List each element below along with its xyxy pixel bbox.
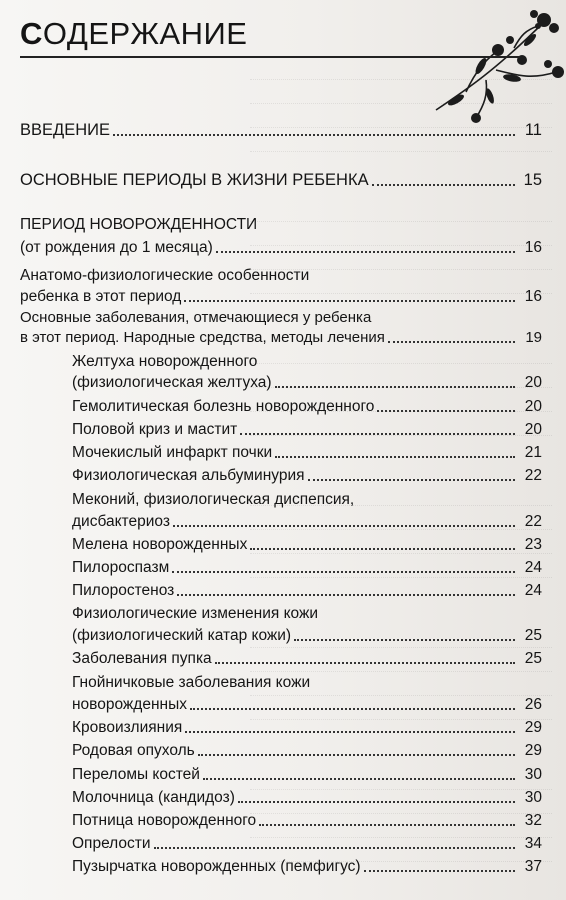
toc-entry-diseases[interactable] bbox=[20, 328, 542, 347]
toc-entry-melena[interactable] bbox=[72, 535, 542, 554]
toc-entry-prickly-heat[interactable] bbox=[72, 811, 542, 830]
toc-leader-dots bbox=[240, 433, 515, 435]
toc-entry-skin-changes[interactable] bbox=[72, 626, 542, 645]
toc-entry-hemorrhages[interactable] bbox=[72, 718, 542, 737]
toc-entry-text: Физиологическая альбуминурия bbox=[72, 467, 305, 484]
toc-entry-albuminuria[interactable] bbox=[72, 466, 542, 485]
toc-leader-dots bbox=[177, 594, 515, 596]
toc-page-number: 30 bbox=[524, 789, 542, 806]
toc-entry-text: (от рождения до 1 месяца) bbox=[20, 239, 213, 256]
toc-page-number: 16 bbox=[524, 288, 542, 305]
toc-leader-dots bbox=[184, 300, 515, 302]
toc-leader-dots bbox=[372, 184, 515, 186]
toc-entry-navel-diseases[interactable] bbox=[72, 649, 542, 668]
toc-entry-text: дисбактериоз bbox=[72, 513, 170, 530]
toc-leader-dots bbox=[198, 754, 515, 756]
toc-entry-text: Гемолитическая болезнь новорожденного bbox=[72, 398, 375, 415]
flower-ornament-icon bbox=[426, 0, 566, 140]
toc-entry-text: (физиологический катар кожи) bbox=[72, 627, 292, 644]
toc-entry-main-periods[interactable] bbox=[20, 171, 542, 190]
toc-page-number: 34 bbox=[524, 835, 542, 852]
toc-entry-text: Пилороспазм bbox=[72, 559, 170, 576]
toc-entry-birth-tumor[interactable] bbox=[72, 741, 542, 760]
toc-entry-text: в этот период. Народные средства, методы лечения bbox=[20, 329, 385, 346]
toc-entry-text: Заболевания пупка bbox=[72, 650, 212, 667]
toc-page-number: 29 bbox=[524, 742, 542, 759]
toc-entry-neonatal-heading: ПЕРИОД НОВОРОЖДЕННОСТИ bbox=[20, 216, 258, 233]
toc-page-number: 19 bbox=[525, 329, 542, 346]
toc-entry-anatomy-line1: Анатомо-физиологические особенности bbox=[20, 267, 310, 284]
title-initial: С bbox=[20, 16, 43, 51]
toc-leader-dots bbox=[294, 639, 515, 641]
toc-entry-anatomy[interactable] bbox=[20, 287, 542, 306]
toc-entry-jaundice-line1: Желтуха новорожденного bbox=[72, 353, 258, 370]
toc-entry-introduction[interactable] bbox=[20, 121, 542, 140]
toc-leader-dots bbox=[388, 341, 515, 343]
toc-leader-dots bbox=[173, 525, 515, 527]
toc-leader-dots bbox=[190, 708, 515, 710]
title-underline bbox=[20, 56, 520, 58]
toc-entry-meconium-line1: Меконий, физиологическая диспепсия, bbox=[72, 491, 355, 508]
toc-entry-text: Молочница (кандидоз) bbox=[72, 789, 235, 806]
toc-leader-dots bbox=[308, 479, 516, 481]
toc-entry-text: Мелена новорожденных bbox=[72, 536, 248, 553]
toc-entry-uric-infarct[interactable] bbox=[72, 443, 542, 462]
toc-entry-text: Опрелости bbox=[72, 835, 151, 852]
toc-entry-pylorostenosis[interactable] bbox=[72, 581, 542, 600]
toc-entry-text: Кровоизлияния bbox=[72, 719, 183, 736]
toc-page-number: 20 bbox=[524, 374, 542, 391]
toc-entry-text: Переломы костей bbox=[72, 766, 200, 783]
toc-page-number: 30 bbox=[524, 766, 542, 783]
toc-page-number: 25 bbox=[524, 650, 542, 667]
toc-page-number: 24 bbox=[524, 559, 542, 576]
toc-page-number: 26 bbox=[524, 696, 542, 713]
toc-leader-dots bbox=[377, 410, 515, 412]
toc-entry-diaper-rash[interactable] bbox=[72, 834, 542, 853]
toc-entry-pylorospasm[interactable] bbox=[72, 558, 542, 577]
toc-entry-text: Мочекислый инфаркт почки bbox=[72, 444, 273, 461]
toc-entry-fractures[interactable] bbox=[72, 765, 542, 784]
toc-leader-dots bbox=[172, 571, 515, 573]
toc-page-number: 24 bbox=[524, 582, 542, 599]
toc-page-number: 37 bbox=[524, 858, 542, 875]
toc-leader-dots bbox=[238, 801, 515, 803]
toc-page-number: 15 bbox=[523, 171, 542, 189]
toc-entry-neonatal-period[interactable] bbox=[20, 238, 542, 257]
toc-page-number: 20 bbox=[524, 398, 542, 415]
toc-entry-text: Родовая опухоль bbox=[72, 742, 195, 759]
toc-leader-dots bbox=[203, 778, 515, 780]
toc-entry-text: Пузырчатка новорожденных (пемфигус) bbox=[72, 858, 361, 875]
toc-entry-diseases-line1: Основные заболевания, отмечающиеся у ребенка bbox=[20, 309, 372, 326]
toc-leader-dots bbox=[154, 847, 515, 849]
toc-page-number: 20 bbox=[524, 421, 542, 438]
toc-page-number: 25 bbox=[524, 627, 542, 644]
toc-leader-dots bbox=[275, 386, 515, 388]
toc-entry-text: ВВЕДЕНИЕ bbox=[20, 121, 110, 139]
toc-entry-text: Половой криз и мастит bbox=[72, 421, 238, 438]
toc-entry-thrush[interactable] bbox=[72, 788, 542, 807]
toc-entry-hemolytic[interactable] bbox=[72, 397, 542, 416]
toc-leader-dots bbox=[275, 456, 515, 458]
toc-leader-dots bbox=[215, 662, 515, 664]
toc-entry-text: Потница новорожденного bbox=[72, 812, 257, 829]
toc-entry-text: ОСНОВНЫЕ ПЕРИОДЫ В ЖИЗНИ РЕБЕНКА bbox=[20, 171, 369, 189]
toc-leader-dots bbox=[250, 548, 515, 550]
toc-leader-dots bbox=[216, 251, 515, 253]
toc-entry-text: новорожденных bbox=[72, 696, 187, 713]
toc-entry-meconium[interactable] bbox=[72, 512, 542, 531]
toc-leader-dots bbox=[113, 134, 515, 136]
toc-page-number: 16 bbox=[524, 239, 542, 256]
toc-leader-dots bbox=[364, 870, 515, 872]
toc-leader-dots bbox=[185, 731, 515, 733]
toc-leader-dots bbox=[259, 824, 515, 826]
toc-entry-text: Пилоростеноз bbox=[72, 582, 175, 599]
toc-entry-sexual-crisis[interactable] bbox=[72, 420, 542, 439]
toc-page-number: 32 bbox=[524, 812, 542, 829]
toc-page-number: 22 bbox=[524, 513, 542, 530]
toc-entry-pustular-line1: Гнойничковые заболевания кожи bbox=[72, 674, 311, 691]
toc-page-number: 11 bbox=[524, 121, 542, 139]
page-title bbox=[20, 14, 247, 54]
toc-entry-text: (физиологическая желтуха) bbox=[72, 374, 272, 391]
toc-entry-skin-changes-line1: Физиологические изменения кожи bbox=[72, 605, 319, 622]
toc-page-number: 29 bbox=[524, 719, 542, 736]
toc-page-number: 23 bbox=[524, 536, 542, 553]
toc-entry-pustular[interactable] bbox=[72, 695, 542, 714]
toc-entry-pemphigus[interactable] bbox=[72, 857, 542, 876]
toc-page-number: 21 bbox=[524, 444, 542, 461]
toc-entry-jaundice[interactable] bbox=[72, 373, 542, 392]
toc-page-number: 22 bbox=[524, 467, 542, 484]
title-rest: ОДЕРЖАНИЕ bbox=[42, 16, 248, 51]
toc-entry-text: ребенка в этот период bbox=[20, 288, 182, 305]
